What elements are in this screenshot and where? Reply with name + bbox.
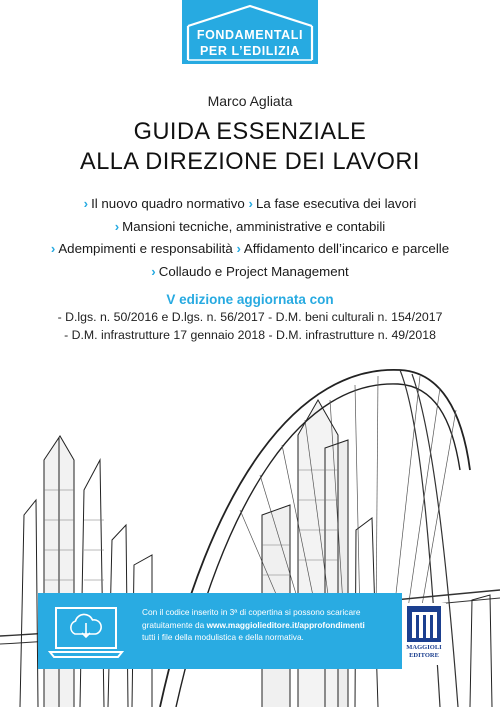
topic-item: Affidamento dell’incarico e parcelle [243, 241, 450, 256]
topics-list [0, 193, 500, 283]
topic-item: Adempimenti e responsabilità [58, 241, 233, 256]
chevron-right-icon: › [50, 241, 56, 256]
download-line2 [142, 619, 396, 632]
topics-line [0, 193, 500, 216]
series-badge [182, 0, 318, 64]
edition-heading: V edizione aggiornata con [166, 292, 334, 307]
reference-line: - D.M. infrastrutture 17 gennaio 2018 - D.M. infrastrutture n. 49/2018 [64, 327, 436, 342]
download-prefix: gratuitamente da [142, 619, 207, 630]
publisher-logo [402, 603, 446, 665]
book-title-line1: GUIDA ESSENZIALE [133, 118, 367, 145]
topic-item: La fase esecutiva dei lavori [255, 196, 417, 211]
series-title-line1: FONDAMENTALI [196, 28, 304, 42]
chevron-right-icon: › [114, 218, 120, 234]
download-text [142, 606, 396, 644]
author-name: Marco Agliata [207, 93, 293, 109]
maggioli-logo [407, 606, 441, 642]
download-line1: Con il codice inserito in 3ª di copertina si possono scaricare [142, 607, 361, 617]
chevron-right-icon: › [151, 263, 156, 279]
topics-line [0, 216, 500, 239]
chevron-right-icon: › [83, 196, 89, 211]
laptop-download-icon [48, 605, 124, 659]
topics-line [0, 238, 500, 261]
chevron-right-icon: › [236, 241, 241, 256]
download-url-link[interactable]: www.maggiolieditore.it/approfondimenti [206, 619, 365, 630]
publisher-name: MAGGIOLI [406, 644, 442, 651]
topics-line [0, 261, 500, 284]
publisher-subtitle: EDITORE [409, 652, 439, 659]
topic-item: Collaudo e Project Management [158, 263, 349, 279]
chevron-right-icon: › [248, 196, 253, 211]
download-line3: tutti i file della modulistica e della normativa. [142, 632, 304, 642]
legal-references [0, 309, 500, 344]
book-title-line2: ALLA DIREZIONE DEI LAVORI [80, 148, 420, 175]
series-title-line2: PER L’EDILIZIA [199, 44, 301, 58]
topic-item: Il nuovo quadro normativo [91, 196, 245, 211]
reference-line: - D.lgs. n. 50/2016 e D.lgs. n. 56/2017 - D.M. beni culturali n. 154/2017 [57, 310, 443, 324]
download-info-box [38, 593, 402, 669]
topic-item: Mansioni tecniche, amministrative e contabili [122, 218, 386, 234]
